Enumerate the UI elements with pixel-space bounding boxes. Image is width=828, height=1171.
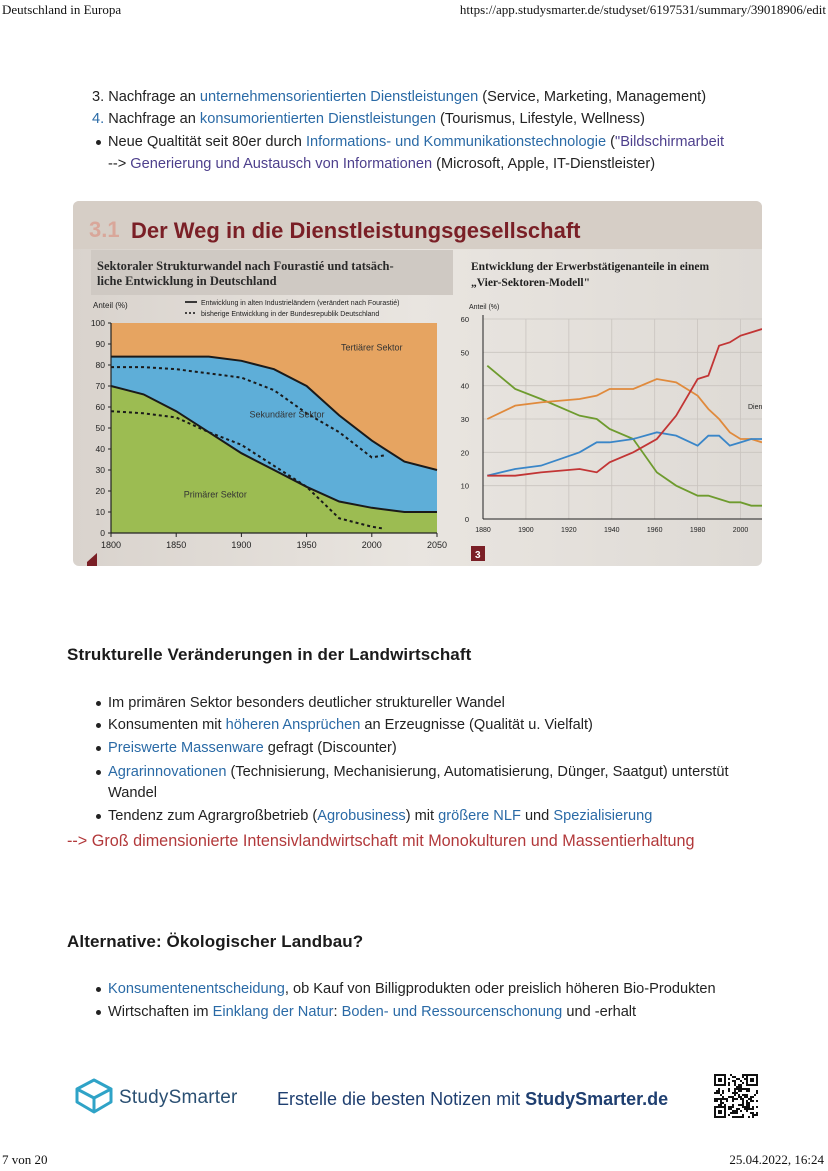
qr-module [734, 1092, 736, 1094]
page-url[interactable]: https://app.studysmarter.de/studyset/6197531/summary/39018906/edit [459, 2, 826, 17]
qr-module [740, 1116, 742, 1118]
link[interactable]: Einklang der Natur [212, 1004, 334, 1020]
x-tick-label: 1980 [689, 527, 706, 534]
qr-module [716, 1090, 718, 1092]
qr-module [752, 1112, 754, 1114]
qr-module [740, 1086, 742, 1088]
qr-module [750, 1098, 752, 1100]
qr-module [726, 1100, 728, 1102]
qr-module [740, 1084, 742, 1086]
qr-module [738, 1086, 740, 1088]
qr-module [736, 1098, 738, 1100]
chart-badge-text: 3 [475, 550, 481, 561]
right-chart-subtitle-1: Entwicklung der Erwerbstätigenanteile in einem [471, 261, 710, 273]
qr-module [738, 1108, 740, 1110]
qr-module [742, 1104, 744, 1106]
legend-entry: Entwicklung in alten Industrieländern (verändert nach Fourastié) [201, 300, 400, 307]
qr-module [756, 1112, 758, 1114]
link[interactable]: höheren Ansprüchen [225, 717, 361, 733]
qr-module [742, 1082, 744, 1084]
bullet [96, 701, 101, 706]
qr-module [736, 1086, 738, 1088]
qr-module [722, 1096, 724, 1098]
link[interactable]: Spezialisierung [553, 808, 653, 824]
bullet [96, 723, 101, 728]
qr-module [746, 1110, 748, 1112]
y-tick-label: 80 [95, 360, 105, 370]
qr-module [742, 1100, 744, 1102]
studysmarter-logo-icon[interactable] [74, 1078, 114, 1119]
qr-module [734, 1112, 736, 1114]
qr-module [752, 1100, 754, 1102]
legend-entry: bisherige Entwicklung in der Bundesrepublik Deutschland [201, 311, 380, 318]
qr-module [724, 1098, 726, 1100]
x-tick-label: 1950 [296, 540, 317, 550]
y-axis-label: Anteil (%) [93, 301, 128, 310]
qr-module [756, 1100, 758, 1102]
qr-module [738, 1096, 740, 1098]
qr-module [740, 1090, 742, 1092]
qr-module [722, 1092, 724, 1094]
brand-link[interactable]: StudySmarter.de [525, 1089, 669, 1109]
qr-module [750, 1096, 752, 1098]
qr-module [740, 1088, 742, 1090]
qr-module [748, 1104, 750, 1106]
qr-module [744, 1096, 746, 1098]
qr-module [720, 1104, 722, 1106]
qr-module [744, 1078, 746, 1080]
qr-module [718, 1090, 720, 1092]
bullet [96, 814, 101, 819]
qr-module [718, 1104, 720, 1106]
series-edge-label: Dien [748, 404, 762, 411]
list-item: Wirtschaften im Einklang der Natur: Boden- und Ressourcenschonung und -erhalt [108, 1004, 637, 1020]
qr-module [756, 1092, 758, 1094]
x-tick-label: 2000 [361, 540, 382, 550]
qr-module [736, 1092, 738, 1094]
y-tick-label: 20 [460, 448, 469, 458]
y-tick-label: 60 [95, 402, 105, 412]
qr-module [740, 1096, 742, 1098]
qr-module [736, 1112, 738, 1114]
qr-module [732, 1100, 734, 1102]
photo-title: Der Weg in die Dienstleistungsgesellschaft [131, 218, 581, 243]
qr-module [732, 1096, 734, 1098]
list-item: Konsumenten mit höheren Ansprüchen an Erzeugnisse (Qualität u. Vielfalt) [108, 717, 593, 733]
qr-finder-core [718, 1078, 722, 1082]
y-tick-label: 60 [460, 315, 469, 324]
sector-label: Tertiärer Sektor [341, 342, 403, 353]
qr-module [746, 1094, 748, 1096]
qr-module [730, 1108, 732, 1110]
y-tick-label: 100 [90, 318, 105, 328]
left-chart-subtitle-1: Sektoraler Strukturwandel nach Fourastié und tatsäch- [97, 259, 394, 273]
y-tick-label: 90 [95, 339, 105, 349]
bullet [96, 987, 101, 992]
qr-module [718, 1098, 720, 1100]
y-tick-label: 50 [460, 348, 469, 358]
qr-module [716, 1100, 718, 1102]
list-item: Neue Qualtität seit 80er durch Informations- und Kommunikationstechnologie ("Bildschirmarbeit [108, 134, 725, 150]
qr-module [734, 1080, 736, 1082]
qr-module [748, 1098, 750, 1100]
x-tick-label: 1940 [603, 527, 620, 534]
y-axis-label: Anteil (%) [469, 304, 500, 311]
qr-module [734, 1116, 736, 1118]
list-number: 4. [92, 111, 105, 127]
y-tick-label: 10 [460, 481, 469, 491]
qr-module [748, 1116, 750, 1118]
qr-module [742, 1074, 744, 1076]
qr-module [732, 1112, 734, 1114]
qr-module [722, 1102, 724, 1104]
qr-module [742, 1102, 744, 1104]
y-tick-label: 40 [460, 381, 469, 391]
qr-module [752, 1096, 754, 1098]
qr-module [756, 1106, 758, 1108]
qr-module [742, 1076, 744, 1078]
qr-module [738, 1116, 740, 1118]
qr-module [730, 1106, 732, 1108]
sector-area-chart [91, 300, 447, 550]
qr-module [742, 1088, 744, 1090]
x-tick-label: 1900 [518, 527, 534, 534]
qr-module [732, 1080, 734, 1082]
qr-module [748, 1106, 750, 1108]
qr-module [756, 1090, 758, 1092]
sector-label: Sekundärer Sektor [249, 409, 325, 420]
qr-module [740, 1098, 742, 1100]
x-tick-label: 1960 [646, 527, 663, 534]
bullet [96, 140, 101, 145]
qr-code-svg [713, 1073, 759, 1119]
qr-module [736, 1110, 738, 1112]
list-item-continued: --> Generierung und Austausch von Informationen (Microsoft, Apple, IT-Dienstleister) [108, 156, 656, 172]
section-heading: Strukturelle Veränderungen in der Landwirtschaft [67, 645, 472, 664]
qr-module [750, 1100, 752, 1102]
list-item: Im primären Sektor besonders deutlicher struktureller Wandel [108, 695, 505, 711]
link[interactable]: Preiswerte Massenware [108, 740, 264, 756]
qr-module [732, 1116, 734, 1118]
link[interactable]: unternehmensorientierten Dienstleistungen [199, 89, 479, 105]
qr-module [742, 1106, 744, 1108]
qr-module [720, 1098, 722, 1100]
section-number: 3.1 [89, 217, 120, 242]
qr-module [736, 1116, 738, 1118]
qr-module [740, 1110, 742, 1112]
qr-module [742, 1098, 744, 1100]
x-tick-label: 1920 [561, 527, 577, 534]
y-tick-label: 10 [95, 507, 105, 517]
qr-module [744, 1094, 746, 1096]
x-tick-label: 1880 [475, 527, 491, 534]
link[interactable]: "Bildschirmarbeit [615, 134, 725, 150]
qr-module [728, 1106, 730, 1108]
qr-module [744, 1106, 746, 1108]
qr-module [752, 1106, 754, 1108]
qr-module [746, 1106, 748, 1108]
qr-module [738, 1104, 740, 1106]
qr-module [754, 1094, 756, 1096]
qr-module [752, 1114, 754, 1116]
qr-module [728, 1108, 730, 1110]
qr-module [736, 1078, 738, 1080]
qr-module [734, 1090, 736, 1092]
y-tick-label: 20 [95, 486, 105, 496]
qr-module [730, 1074, 732, 1076]
qr-module [748, 1102, 750, 1104]
qr-module [738, 1094, 740, 1096]
qr-module [746, 1090, 748, 1092]
qr-module [736, 1108, 738, 1110]
qr-module [750, 1108, 752, 1110]
qr-module [726, 1098, 728, 1100]
qr-module [722, 1098, 724, 1100]
list-number: 3. [92, 89, 105, 105]
qr-module [728, 1090, 730, 1092]
bullet [96, 746, 101, 751]
qr-module [734, 1076, 736, 1078]
qr-module [724, 1104, 726, 1106]
qr-module [756, 1114, 758, 1116]
qr-module [744, 1074, 746, 1076]
qr-module [744, 1108, 746, 1110]
qr-module [734, 1088, 736, 1090]
qr-module [716, 1098, 718, 1100]
qr-module [746, 1108, 748, 1110]
qr-module [738, 1090, 740, 1092]
qr-module [750, 1112, 752, 1114]
qr-finder-core [750, 1078, 754, 1082]
qr-finder-core [718, 1110, 722, 1114]
link[interactable]: Konsumentenentscheidung [108, 981, 285, 997]
qr-module [720, 1100, 722, 1102]
qr-module [744, 1088, 746, 1090]
sector-label: Primärer Sektor [183, 489, 247, 500]
qr-module [732, 1076, 734, 1078]
qr-module [728, 1096, 730, 1098]
qr-module [734, 1082, 736, 1084]
qr-module [728, 1088, 730, 1090]
qr-module [736, 1088, 738, 1090]
qr-module [752, 1116, 754, 1118]
qr-module [728, 1114, 730, 1116]
list-item: Agrarinnovationen (Technisierung, Mechanisierung, Automatisierung, Dünger, Saatgut) unterstüt [108, 764, 729, 780]
qr-module [746, 1088, 748, 1090]
conclusion-text: --> Groß dimensionierte Intensivlandwirtschaft mit Monokulturen und Massentierhaltung [67, 832, 695, 850]
qr-module [730, 1112, 732, 1114]
qr-module [732, 1104, 734, 1106]
studysmarter-logo[interactable]: StudySmarter [119, 1087, 238, 1108]
link[interactable]: Generierung und Austausch von Informationen [130, 156, 433, 172]
print-timestamp: 25.04.2022, 16:24 [729, 1152, 824, 1167]
qr-module [714, 1098, 716, 1100]
section-heading: Alternative: Ökologischer Landbau? [67, 932, 364, 951]
qr-module [738, 1078, 740, 1080]
qr-module [734, 1110, 736, 1112]
qr-module [734, 1098, 736, 1100]
qr-module [746, 1100, 748, 1102]
page-title: Deutschland in Europa [2, 2, 122, 17]
x-tick-label: 1850 [166, 540, 187, 550]
x-tick-label: 1800 [100, 540, 122, 550]
qr-module [742, 1094, 744, 1096]
list-item: 3. Nachfrage an unternehmensorientierten Dienstleistungen (Service, Marketing, Management) [92, 89, 707, 105]
bullet [96, 770, 101, 775]
qr-code [713, 1073, 759, 1124]
qr-module [754, 1114, 756, 1116]
link[interactable]: größere NLF [438, 808, 521, 824]
page-counter: 7 von 20 [2, 1152, 48, 1167]
qr-module [740, 1080, 742, 1082]
y-tick-label: 50 [95, 423, 105, 433]
list-item: 4. Nachfrage an konsumorientierten Dienstleistungen (Tourismus, Lifestyle, Wellness) [92, 111, 645, 127]
link[interactable]: konsumorientierten Dienstleistungen [199, 111, 436, 127]
qr-module [748, 1108, 750, 1110]
qr-module [720, 1102, 722, 1104]
qr-module [718, 1092, 720, 1094]
qr-module [752, 1108, 754, 1110]
list-item-continued: Wandel [108, 785, 157, 801]
qr-module [714, 1100, 716, 1102]
y-tick-label: 40 [95, 444, 105, 454]
textbook-photo [73, 201, 762, 566]
qr-module [748, 1088, 750, 1090]
qr-module [742, 1114, 744, 1116]
qr-module [732, 1098, 734, 1100]
qr-module [748, 1090, 750, 1092]
qr-module [746, 1102, 748, 1104]
link[interactable]: Informations- und Kommunikationstechnologie [305, 134, 607, 150]
qr-module [728, 1084, 730, 1086]
y-tick-label: 0 [100, 528, 105, 538]
y-tick-label: 30 [460, 415, 469, 424]
qr-module [730, 1096, 732, 1098]
qr-module [738, 1088, 740, 1090]
qr-module [714, 1092, 716, 1094]
qr-module [722, 1090, 724, 1092]
list-item: Konsumentenentscheidung, ob Kauf von Billigprodukten oder preislich höheren Bio-Produkten [108, 981, 716, 997]
qr-module [728, 1082, 730, 1084]
qr-module [716, 1092, 718, 1094]
qr-module [732, 1106, 734, 1108]
right-chart-subtitle-2: „Vier-Sektoren-Modell" [471, 277, 591, 289]
link[interactable]: Agrobusiness [317, 808, 406, 824]
qr-module [718, 1088, 720, 1090]
qr-module [728, 1078, 730, 1080]
qr-module [746, 1104, 748, 1106]
qr-module [746, 1096, 748, 1098]
qr-module [720, 1094, 722, 1096]
qr-module [738, 1084, 740, 1086]
list-item: Preiswerte Massenware gefragt (Discounter) [108, 740, 397, 756]
x-tick-label: 2000 [732, 527, 749, 534]
qr-module [732, 1092, 734, 1094]
qr-module [742, 1116, 744, 1118]
x-tick-label: 2050 [426, 540, 448, 550]
link[interactable]: Agrarinnovationen [108, 764, 227, 780]
qr-module [734, 1084, 736, 1086]
y-tick-label: 70 [95, 381, 105, 391]
bullet [96, 1010, 101, 1015]
y-tick-label: 30 [95, 465, 105, 475]
list-item: Tendenz zum Agrargroßbetrieb (Agrobusiness) mit größere NLF und Spezialisierung [108, 808, 653, 824]
textbook-photo-svg [73, 201, 762, 566]
footer-slogan[interactable]: Erstelle die besten Notizen mit StudySmarter.de [277, 1089, 669, 1109]
qr-module [734, 1094, 736, 1096]
qr-module [732, 1110, 734, 1112]
x-tick-label: 1900 [231, 540, 252, 550]
qr-module [740, 1104, 742, 1106]
y-tick-label: 0 [464, 515, 469, 524]
link[interactable]: Boden- und Ressourcenschonung [341, 1004, 563, 1020]
left-chart-subtitle-2: liche Entwicklung in Deutschland [97, 274, 277, 288]
